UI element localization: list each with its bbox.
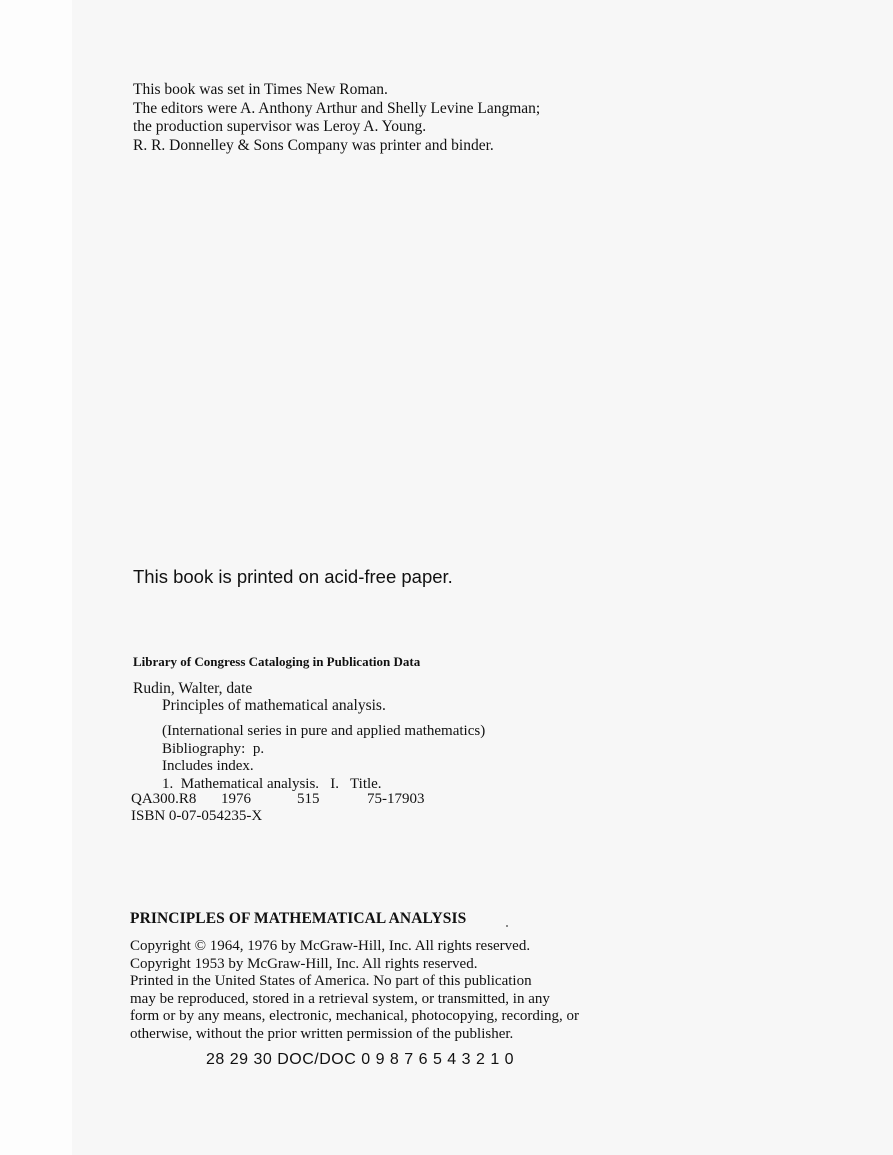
cip-title: Principles of mathematical analysis. xyxy=(162,697,386,714)
cip-year: 1976 xyxy=(221,791,251,807)
colophon-line: This book was set in Times New Roman. xyxy=(133,81,388,98)
isbn: ISBN 0-07-054235-X xyxy=(131,808,263,824)
cip-note: 1. Mathematical analysis. I. Title. xyxy=(162,775,382,792)
colophon-line: The editors were A. Anthony Arthur and Shelly Levine Langman; xyxy=(133,99,541,117)
call-number: QA300.R8 xyxy=(131,791,197,807)
copyright-line: Copyright 1953 by McGraw-Hill, Inc. All rights reserved. xyxy=(130,955,478,972)
colophon-line: R. R. Donnelley & Sons Company was printer and binder. xyxy=(133,136,494,154)
lccn: 75-17903 xyxy=(367,791,425,807)
dewey-number: 515 xyxy=(297,791,320,807)
copyright-line: Printed in the United States of America. No part of this publication xyxy=(130,973,532,989)
copyright-line: otherwise, without the prior written permission of the publisher. xyxy=(130,1025,514,1042)
book-title: PRINCIPLES OF MATHEMATICAL ANALYSIS xyxy=(130,910,467,927)
copyright-line: may be reproduced, stored in a retrieval system, or transmitted, in any xyxy=(130,990,550,1007)
cip-author: Rudin, Walter, date xyxy=(133,680,253,697)
printing-line: 28 29 30 DOC/DOC 0 9 8 7 6 5 4 3 2 1 0 xyxy=(206,1051,515,1068)
colophon xyxy=(133,81,540,155)
cip-note: (International series in pure and applied mathematics) xyxy=(162,723,486,739)
cip-note: Includes index. xyxy=(162,758,254,774)
cip-note: Bibliography: p. xyxy=(162,740,265,757)
acid-free-notice: This book is printed on acid-free paper. xyxy=(133,566,453,587)
colophon-line: the production supervisor was Leroy A. Young. xyxy=(133,118,427,135)
copyright-line: Copyright © 1964, 1976 by McGraw-Hill, Inc. All rights reserved. xyxy=(130,938,531,954)
cip-notes xyxy=(162,723,485,793)
cip-heading: Library of Congress Cataloging in Publication Data xyxy=(133,654,421,669)
copyright-notice xyxy=(130,938,579,1043)
speck xyxy=(506,925,508,927)
copyright-line: form or by any means, electronic, mechanical, photocopying, recording, or xyxy=(130,1008,580,1024)
